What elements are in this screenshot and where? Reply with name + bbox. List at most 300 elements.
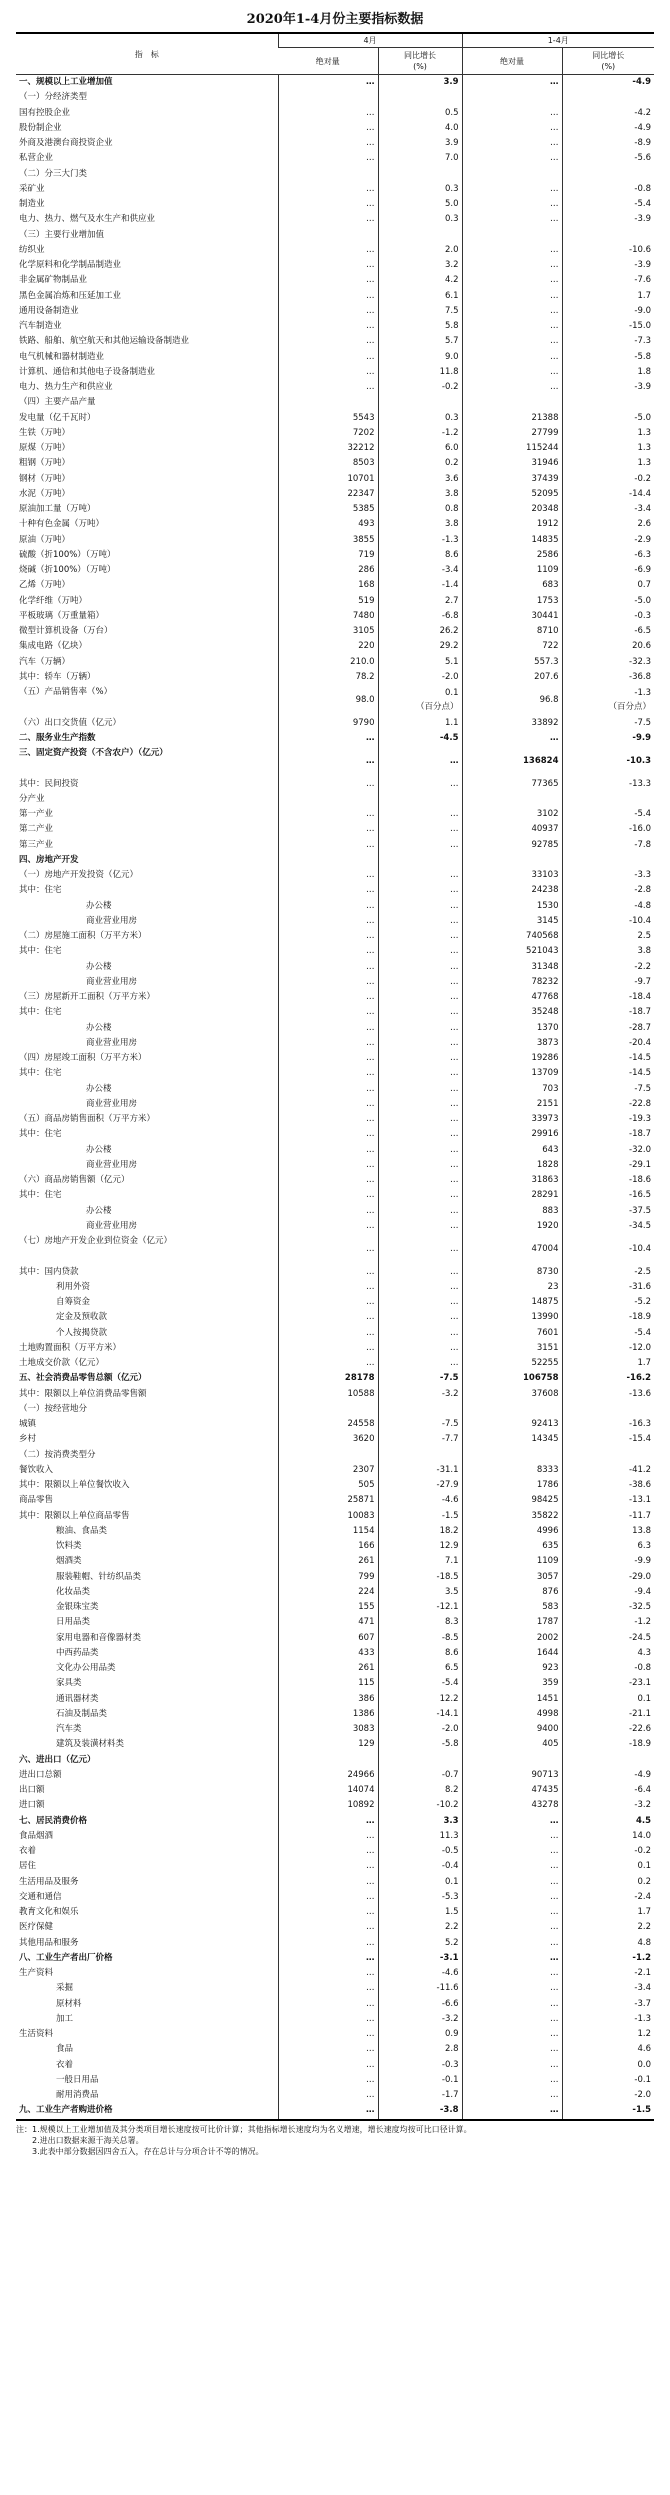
cumulative-absolute-cell (462, 609, 562, 624)
month-growth-cell-text: … (450, 976, 459, 987)
row-label (16, 1509, 278, 1524)
month-absolute-cell-text: 155 (358, 1602, 375, 1612)
month-absolute-cell (278, 731, 378, 746)
row-label (16, 1890, 278, 1905)
cumulative-growth-cell-text: -11.7 (629, 1510, 652, 1521)
month-growth-cell-text: -1.4 (441, 580, 459, 591)
row-label (16, 1387, 278, 1402)
cumulative-growth-cell-text: -2.9 (634, 534, 652, 545)
row-label-text: 采掘 (56, 1983, 74, 1994)
table-row (16, 1463, 654, 1478)
row-label-text: （二）分三大门类 (19, 168, 88, 179)
month-absolute-cell (278, 1295, 378, 1310)
month-absolute-cell (278, 1051, 378, 1066)
cumulative-absolute-cell-text: 9400 (536, 1724, 559, 1734)
cumulative-growth-cell-text: 0.0 (637, 2059, 652, 2070)
row-label-text: 原煤（万吨） (19, 443, 71, 453)
cumulative-growth-cell (562, 1997, 654, 2012)
row-label (16, 1631, 278, 1646)
cumulative-absolute-cell (462, 1905, 562, 1920)
table-row (16, 1814, 654, 1829)
cumulative-growth-cell (562, 1021, 654, 1036)
cumulative-growth-cell (562, 1524, 654, 1539)
month-growth-cell-text: -14.1 (436, 1708, 459, 1719)
cumulative-growth-cell-text: -12.0 (629, 1342, 652, 1353)
cumulative-growth-cell-text: -5.0 (634, 595, 652, 606)
row-label (16, 563, 278, 578)
cumulative-growth-cell (562, 1097, 654, 1112)
month-absolute-cell-text: … (366, 1327, 375, 1338)
table-row (16, 136, 654, 151)
cumulative-absolute-cell-text: 47004 (531, 1244, 559, 1255)
month-growth-cell (378, 182, 462, 197)
month-growth-cell (378, 456, 462, 471)
row-label (16, 1005, 278, 1020)
cumulative-absolute-cell (462, 792, 562, 807)
month-absolute-cell (278, 1036, 378, 1051)
month-growth-cell (378, 1234, 462, 1265)
cumulative-growth-cell-text: -1.3 (634, 2013, 652, 2024)
month-absolute-cell-text: … (366, 2105, 375, 2116)
month-absolute-cell (278, 1554, 378, 1569)
cumulative-absolute-cell-text: 1370 (536, 1022, 559, 1033)
cumulative-absolute-cell-text: 1644 (536, 1647, 559, 1658)
cumulative-growth-cell-text: 2.2 (637, 1922, 652, 1933)
cumulative-absolute-cell (462, 1875, 562, 1890)
month-growth-cell-text: … (450, 870, 459, 880)
month-absolute-cell-text: … (366, 1114, 375, 1124)
month-growth-cell (378, 1448, 462, 1463)
row-label-text: 城镇 (19, 1419, 37, 1429)
cumulative-absolute-cell-text: … (550, 260, 559, 270)
cumulative-growth-cell (562, 426, 654, 441)
cumulative-absolute-cell-text: 1530 (536, 900, 559, 911)
month-absolute-cell-text: … (366, 915, 375, 926)
row-label (16, 426, 278, 441)
cumulative-absolute-cell (462, 1204, 562, 1219)
row-label-text: 其中：限额以上单位商品零售 (19, 1510, 130, 1521)
month-absolute-cell (278, 1204, 378, 1219)
month-absolute-cell-text: … (366, 2074, 375, 2085)
cumulative-growth-cell-text: 4.5 (635, 1815, 652, 1826)
month-absolute-cell-text: … (366, 1907, 375, 1917)
row-label (16, 1554, 278, 1569)
table-row (16, 151, 654, 166)
row-label-text: 国有控股企业 (19, 107, 71, 118)
cumulative-growth-cell (562, 456, 654, 471)
row-label (16, 1478, 278, 1493)
row-label-text: 粮油、食品类 (56, 1525, 108, 1536)
row-label-text: 办公楼 (86, 900, 112, 911)
cumulative-growth-cell (562, 1798, 654, 1813)
row-label-text: 一、规模以上工业增加值 (19, 77, 113, 87)
month-growth-cell (378, 228, 462, 243)
footnotes (16, 2124, 654, 2157)
cumulative-absolute-cell (462, 1265, 562, 1280)
cumulative-growth-cell (562, 868, 654, 883)
row-label (16, 2058, 278, 2073)
table-row (16, 792, 654, 807)
cumulative-absolute-cell (462, 594, 562, 609)
month-absolute-cell-text: … (366, 2059, 375, 2070)
month-absolute-cell (278, 1585, 378, 1600)
cumulative-growth-cell-text: -1.3 (634, 688, 652, 699)
cumulative-growth-cell-text: 6.3 (637, 1541, 652, 1551)
row-label-text: 九、工业生产者购进价格 (19, 2105, 113, 2116)
month-growth-cell (378, 838, 462, 853)
row-label (16, 838, 278, 853)
cumulative-growth-cell (562, 2073, 654, 2088)
row-label-text: 化学纤维（万吨） (19, 595, 88, 606)
cumulative-growth-cell (562, 1234, 654, 1265)
month-absolute-cell (278, 563, 378, 578)
cumulative-absolute-cell (462, 883, 562, 898)
table-row (16, 1539, 654, 1554)
row-label-text: 制造业 (19, 199, 45, 209)
row-label (16, 350, 278, 365)
cumulative-growth-cell-text: -4.9 (634, 122, 652, 133)
cumulative-growth-cell (562, 2012, 654, 2027)
month-absolute-cell-text: … (366, 321, 375, 331)
month-absolute-cell-text: … (366, 1068, 375, 1079)
month-absolute-cell-text: 386 (358, 1693, 375, 1704)
cumulative-absolute-cell-text: 92785 (531, 839, 559, 850)
cumulative-absolute-cell-text: … (550, 1876, 559, 1887)
table-row (16, 1829, 654, 1844)
table-header (16, 33, 654, 75)
row-label (16, 106, 278, 121)
cumulative-absolute-cell (462, 1814, 562, 1829)
cumulative-absolute-cell (462, 1051, 562, 1066)
table-row (16, 1875, 654, 1890)
month-growth-cell-text: -5.4 (441, 1678, 459, 1689)
month-absolute-cell (278, 1219, 378, 1234)
cumulative-absolute-cell-text: … (550, 2074, 559, 2085)
cumulative-absolute-cell-text: 1109 (536, 565, 559, 575)
cumulative-absolute-cell-text: 583 (542, 1602, 559, 1612)
row-label (16, 75, 278, 91)
month-absolute-cell (278, 441, 378, 456)
cumulative-absolute-cell (462, 2103, 562, 2119)
cumulative-growth-cell (562, 1417, 654, 1432)
cumulative-growth-cell (562, 365, 654, 380)
cumulative-absolute-cell-text: 31863 (531, 1175, 559, 1185)
month-growth-cell-text: … (450, 885, 459, 896)
cumulative-absolute-cell (462, 2012, 562, 2027)
month-growth-cell-text: 8.6 (444, 1647, 459, 1658)
month-growth-cell-text: … (450, 1083, 459, 1094)
cumulative-absolute-cell-text: … (550, 2029, 559, 2039)
row-label (16, 1524, 278, 1539)
table-row (16, 1310, 654, 1325)
month-growth-cell (378, 2027, 462, 2042)
row-label-text: 服装鞋帽、针纺织品类 (56, 1571, 142, 1582)
cumulative-absolute-cell (462, 90, 562, 105)
cumulative-growth-cell (562, 228, 654, 243)
row-label (16, 1417, 278, 1432)
table-row (16, 883, 654, 898)
row-label (16, 746, 278, 777)
month-growth-cell (378, 944, 462, 959)
row-label-text: 六、进出口（亿元） (19, 1754, 96, 1765)
month-absolute-cell (278, 1798, 378, 1813)
month-absolute-cell-text: 24966 (347, 1769, 375, 1780)
row-label-text: 居住 (19, 1861, 37, 1872)
table-row (16, 868, 654, 883)
cumulative-absolute-cell-text: 883 (542, 1205, 559, 1216)
cumulative-absolute-cell-text: 643 (542, 1144, 559, 1155)
month-absolute-cell (278, 594, 378, 609)
month-growth-cell (378, 655, 462, 670)
table-row (16, 2012, 654, 2027)
month-growth-cell-text: … (450, 1129, 459, 1140)
cumulative-growth-cell (562, 777, 654, 792)
table-row (16, 2042, 654, 2057)
month-growth-cell (378, 1280, 462, 1295)
month-growth-cell-text: … (450, 1175, 459, 1185)
table-row (16, 273, 654, 288)
row-label (16, 1326, 278, 1341)
cumulative-growth-cell (562, 1844, 654, 1859)
month-absolute-cell-text: … (366, 732, 375, 743)
month-growth-cell (378, 1310, 462, 1325)
month-growth-cell (378, 1417, 462, 1432)
month-absolute-cell-text: … (366, 1022, 375, 1033)
cumulative-growth-cell (562, 1402, 654, 1417)
month-absolute-cell (278, 1631, 378, 1646)
cumulative-absolute-cell (462, 411, 562, 426)
row-label-text: 土地成交价款（亿元） (19, 1358, 105, 1368)
month-growth-cell-text: … (450, 992, 459, 1002)
cumulative-growth-cell-text: -6.5 (634, 626, 652, 636)
row-label-text: 电气机械和器材制造业 (19, 351, 105, 362)
table-row (16, 746, 654, 777)
month-growth-cell (378, 807, 462, 822)
table-row (16, 2103, 654, 2119)
month-growth-cell-text: -3.2 (441, 2013, 459, 2024)
row-label-text: 原油加工量（万吨） (19, 504, 96, 514)
row-label (16, 1463, 278, 1478)
cumulative-growth-cell (562, 273, 654, 288)
month-growth-cell-text: -4.5 (439, 732, 459, 743)
row-label-text: 个人按揭贷款 (56, 1327, 108, 1338)
row-label (16, 1570, 278, 1585)
row-label (16, 1676, 278, 1691)
row-label (16, 639, 278, 654)
table-row (16, 90, 654, 105)
cumulative-growth-cell (562, 1646, 654, 1661)
cumulative-absolute-cell-text: 35248 (531, 1007, 559, 1018)
month-absolute-cell (278, 1234, 378, 1265)
month-absolute-cell-text: 3855 (352, 534, 375, 545)
cumulative-growth-cell (562, 411, 654, 426)
cumulative-absolute-cell-text: 1786 (536, 1480, 559, 1490)
cumulative-growth-cell-text: -5.2 (634, 1297, 652, 1307)
row-label-text: 耐用消费品 (56, 2090, 99, 2100)
month-growth-cell-text: -0.4 (441, 1861, 459, 1872)
yoy-growth-label: 同比增长 (404, 51, 436, 60)
row-label (16, 975, 278, 990)
month-absolute-cell-text: … (366, 351, 375, 362)
cumulative-growth-cell (562, 136, 654, 151)
cumulative-growth-cell (562, 2103, 654, 2119)
cumulative-absolute-cell (462, 2073, 562, 2088)
cumulative-absolute-cell (462, 1829, 562, 1844)
table-row (16, 1448, 654, 1463)
month-growth-cell (378, 1051, 462, 1066)
cumulative-growth-cell-text: -5.6 (634, 153, 652, 164)
cumulative-growth-cell (562, 1920, 654, 1935)
table-row (16, 1615, 654, 1630)
table-row (16, 2088, 654, 2103)
month-growth-cell (378, 990, 462, 1005)
cumulative-absolute-cell (462, 487, 562, 502)
cumulative-absolute-cell-text: 557.3 (534, 656, 559, 667)
cumulative-absolute-cell-text: 14875 (531, 1297, 559, 1307)
cumulative-absolute-cell (462, 441, 562, 456)
row-label-text: 第三产业 (19, 839, 54, 850)
row-label-text: 其中：限额以上单位消费品零售额 (19, 1388, 147, 1399)
table-row (16, 1753, 654, 1768)
cumulative-absolute-cell-text: 1451 (536, 1693, 559, 1704)
table-row (16, 731, 654, 746)
month-growth-cell (378, 1844, 462, 1859)
row-label (16, 1844, 278, 1859)
row-label-text: 平板玻璃（万重量箱） (19, 610, 105, 621)
month-growth-cell (378, 502, 462, 517)
month-growth-cell-text: 2.8 (444, 2044, 459, 2055)
row-label-text: 其中：住宅 (19, 1007, 62, 1018)
cumulative-absolute-cell (462, 350, 562, 365)
cumulative-absolute-cell-text: 2151 (536, 1098, 559, 1109)
row-label-text: 其中：住宅 (19, 1068, 62, 1079)
cumulative-absolute-cell-text: … (550, 321, 559, 331)
month-absolute-cell (278, 182, 378, 197)
row-label-text: （五）产品销售率（%） (19, 687, 113, 697)
month-absolute-cell (278, 1539, 378, 1554)
month-absolute-cell-text: 3083 (352, 1724, 375, 1734)
cumulative-growth-cell (562, 1493, 654, 1508)
cumulative-growth-cell (562, 1387, 654, 1402)
cumulative-growth-cell (562, 1539, 654, 1554)
row-label (16, 1173, 278, 1188)
month-absolute-cell-text: 9790 (352, 717, 375, 728)
row-label (16, 121, 278, 136)
cumulative-absolute-cell-text: 1912 (536, 519, 559, 530)
month-growth-cell-text: 1.5 (444, 1907, 459, 1917)
month-absolute-cell-text: … (366, 1815, 375, 1826)
cumulative-growth-cell (562, 441, 654, 456)
cumulative-growth-cell (562, 548, 654, 563)
month-absolute-cell-text: … (366, 1952, 375, 1963)
row-label (16, 1966, 278, 1981)
table-row (16, 75, 654, 91)
month-growth-cell (378, 1722, 462, 1737)
cumulative-absolute-cell-text: 722 (542, 641, 559, 652)
month-growth-cell-text: -6.8 (441, 610, 459, 621)
cumulative-absolute-cell (462, 167, 562, 182)
row-label-text: （一）房地产开发投资（亿元） (19, 870, 139, 880)
row-label (16, 90, 278, 105)
month-absolute-cell-text: … (366, 366, 375, 377)
cumulative-absolute-cell (462, 1341, 562, 1356)
month-absolute-cell-text: … (366, 1053, 375, 1063)
month-growth-cell-text: 2.0 (444, 244, 459, 255)
table-row (16, 197, 654, 212)
month-absolute-cell (278, 365, 378, 380)
month-absolute-cell-text: 8503 (352, 458, 375, 469)
cumulative-growth-cell (562, 822, 654, 837)
row-label (16, 1341, 278, 1356)
row-label (16, 1127, 278, 1142)
yoy-growth-label: 同比增长 (592, 51, 625, 60)
cumulative-absolute-cell-text: 635 (542, 1541, 559, 1551)
month-absolute-cell (278, 167, 378, 182)
row-label (16, 1707, 278, 1722)
cumulative-absolute-cell-text: 136824 (523, 756, 559, 767)
cumulative-growth-cell (562, 1722, 654, 1737)
cumulative-growth-cell-text: -3.4 (634, 1983, 652, 1994)
cumulative-growth-cell-text: 13.8 (632, 1525, 652, 1536)
cumulative-absolute-cell-text: … (550, 1891, 559, 1902)
month-growth-cell (378, 548, 462, 563)
month-growth-cell (378, 685, 462, 716)
cumulative-growth-cell-text: -29.1 (629, 1159, 652, 1170)
cumulative-growth-cell (562, 1219, 654, 1234)
row-label (16, 502, 278, 517)
month-growth-cell (378, 853, 462, 868)
month-absolute-cell (278, 1387, 378, 1402)
cumulative-growth-cell-text: -4.9 (632, 77, 652, 87)
month-growth-cell (378, 1066, 462, 1081)
table-row (16, 2027, 654, 2042)
cumulative-absolute-cell (462, 380, 562, 395)
table-row (16, 1783, 654, 1798)
table-row (16, 1768, 654, 1783)
row-label (16, 472, 278, 487)
month-absolute-cell (278, 1920, 378, 1935)
cumulative-absolute-cell-text: 33892 (531, 717, 559, 728)
table-row (16, 1036, 654, 1051)
cumulative-absolute-cell-text: 405 (542, 1739, 559, 1750)
cumulative-absolute-cell (462, 655, 562, 670)
month-growth-cell-text: 29.2 (439, 641, 459, 652)
page-title: 2020年1-4月份主要指标数据 (246, 12, 424, 27)
row-label (16, 883, 278, 898)
month-growth-cell-text: 0.5 (444, 107, 459, 118)
row-label-text: 化学原料和化学制品制造业 (19, 260, 122, 270)
month-absolute-cell-text: … (366, 1297, 375, 1307)
row-label (16, 685, 278, 716)
month-absolute-cell-text: … (366, 885, 375, 896)
row-label (16, 807, 278, 822)
cumulative-absolute-cell (462, 975, 562, 990)
month-absolute-cell (278, 380, 378, 395)
month-growth-cell (378, 1204, 462, 1219)
month-absolute-cell-text: … (366, 976, 375, 987)
cumulative-absolute-cell (462, 1844, 562, 1859)
month-growth-cell (378, 243, 462, 258)
month-absolute-cell-text: 24558 (347, 1419, 375, 1429)
cumulative-growth-cell-text: -0.8 (634, 183, 652, 194)
row-label-text: 乙烯（万吨） (19, 580, 71, 591)
cumulative-absolute-cell (462, 365, 562, 380)
cumulative-absolute-cell (462, 1234, 562, 1265)
cumulative-absolute-cell (462, 212, 562, 227)
cumulative-growth-cell-text: -0.1 (634, 2074, 652, 2085)
row-label-text: 二、服务业生产指数 (19, 732, 96, 743)
row-label-text: 通讯器材类 (56, 1693, 99, 1704)
